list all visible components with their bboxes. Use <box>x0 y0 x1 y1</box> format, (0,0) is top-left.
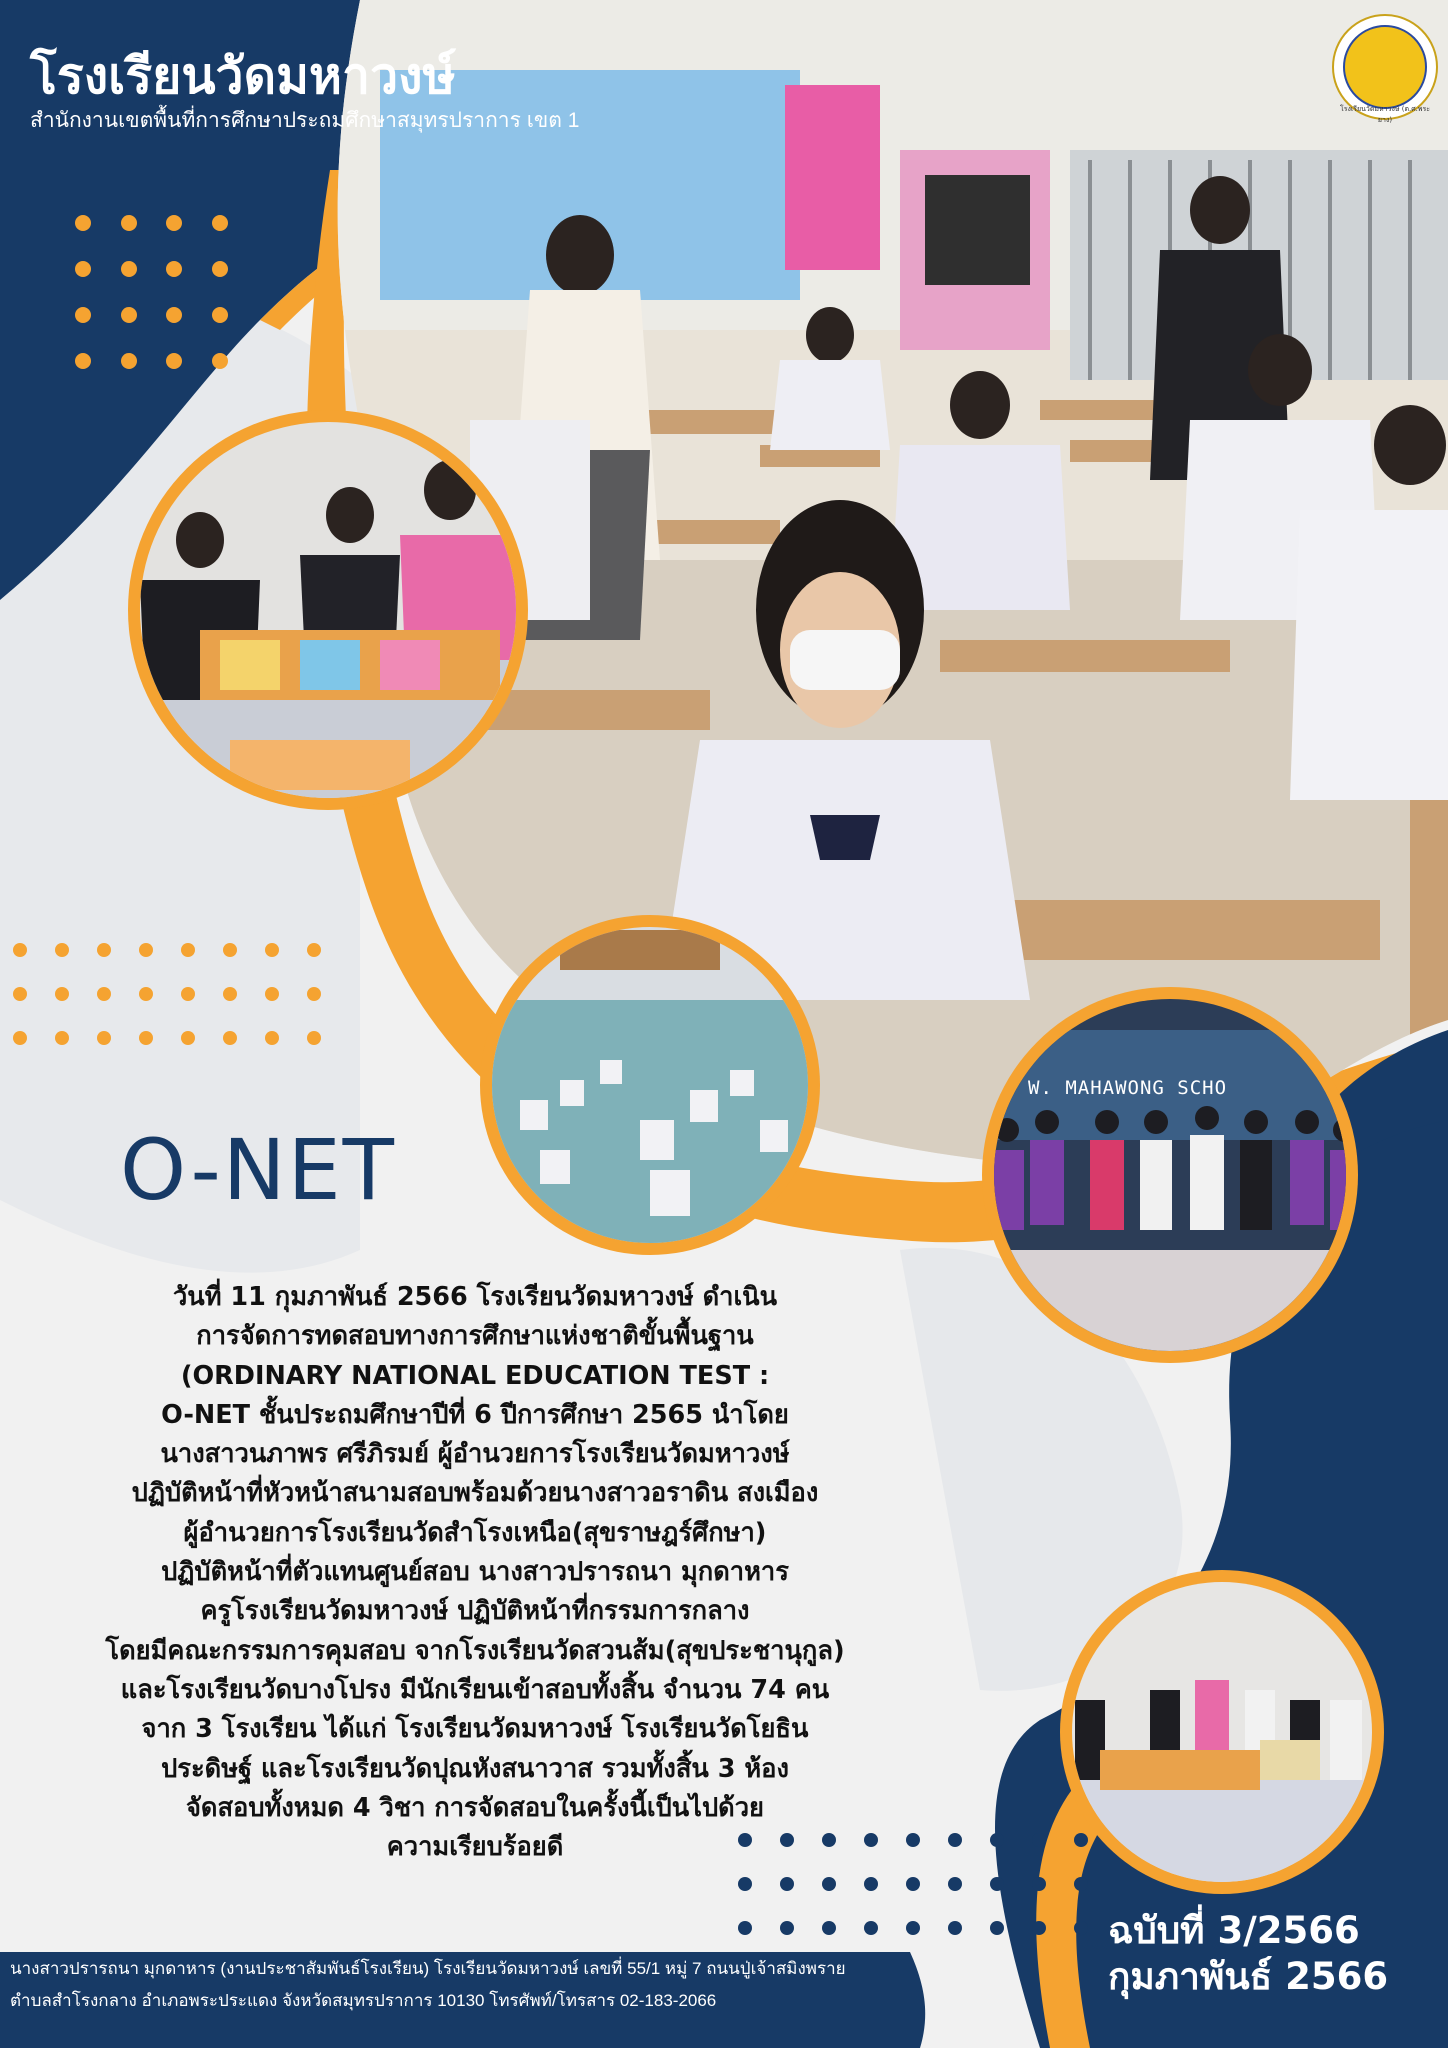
school-name: โรงเรียนวัดมหาวงษ์ <box>30 48 456 104</box>
body-line: O-NET ชั้นประถมศึกษาปีที่ 6 ปีการศึกษา 2565 นำโดย <box>161 1399 789 1430</box>
body-line: นางสาวนภาพร ศรีภิรมย์ ผู้อำนวยการโรงเรียนวัดมหาวงษ์ <box>160 1439 790 1470</box>
body-line: ครูโรงเรียนวัดมหาวงษ์ ปฏิบัติหน้าที่กรรมการกลาง <box>200 1596 750 1627</box>
body-line: ปฏิบัติหน้าที่หัวหน้าสนามสอบพร้อมด้วยนางสาวอราดิน สงเมือง <box>131 1478 819 1509</box>
school-logo <box>1332 14 1438 124</box>
body-line: จัดสอบทั้งหมด 4 วิชา การจัดสอบในครั้งนี้เป็นไปด้วย <box>185 1792 765 1823</box>
buddha-emblem-icon <box>1343 25 1427 109</box>
body-line: ประดิษฐ์ และโรงเรียนวัดปุณหังสนาวาส รวมทั้งสิ้น 3 ห้อง <box>161 1753 789 1784</box>
body-line: และโรงเรียนวัดบางโปรง มีนักเรียนเข้าสอบทั้งสิ้น จำนวน 74 คน <box>120 1674 830 1705</box>
photo-sign: W. MAHAWONG SCHO <box>1028 1077 1228 1099</box>
body-line: วันที่ 11 กุมภาพันธ์ 2566 โรงเรียนวัดมหาวงษ์ ดำเนิน <box>172 1282 778 1312</box>
body-line: จาก 3 โรงเรียน ได้แก่ โรงเรียนวัดมหาวงษ์ โรงเรียนวัดโยธิน <box>141 1714 809 1745</box>
headline: O-NET <box>120 1121 396 1219</box>
body-line: ความเรียบร้อยดี <box>386 1832 564 1863</box>
body-line: การจัดการทดสอบทางการศึกษาแห่งชาติขั้นพื้นฐาน <box>196 1321 754 1352</box>
footer-contact-line1: นางสาวปรารถนา มุกดาหาร (งานประชาสัมพันธ์โรงเรียน) โรงเรียนวัดมหาวงษ์ เลขที่ 55/1 หมู่ 7 ถนนปู่เจ้าสมิงพราย <box>10 1959 846 1978</box>
issue-info <box>1108 1908 1438 2000</box>
logo-caption: โรงเรียนวัดมหาวงษ์ (ต.ศ.พระยาง) <box>1339 105 1431 124</box>
education-office: สำนักงานเขตพื้นที่การศึกษาประถมศึกษาสมุทรปราการ เขต 1 <box>30 109 580 132</box>
issue-date: กุมภาพันธ์ 2566 <box>1108 1955 1389 1998</box>
body-line: ปฏิบัติหน้าที่ตัวแทนศูนย์สอบ นางสาวปรารถนา มุกดาหาร <box>161 1557 789 1588</box>
body-line: โดยมีคณะกรรมการคุมสอบ จากโรงเรียนวัดสวนส้ม(สุขประชานุกูล) <box>105 1635 845 1666</box>
body-line: ผู้อำนวยการโรงเรียนวัดสำโรงเหนือ(สุขราษฎร์ศึกษา) <box>183 1517 767 1548</box>
issue-number: ฉบับที่ 3/2566 <box>1108 1909 1360 1952</box>
body-line: (ORDINARY NATIONAL EDUCATION TEST : <box>180 1360 770 1391</box>
article-body <box>60 1278 890 1867</box>
footer-contact-line2: ตำบลสำโรงกลาง อำเภอพระประแดง จังหวัดสมุทรปราการ 10130 โทรศัพท์/โทรสาร 02-183-2066 <box>10 1991 717 2010</box>
